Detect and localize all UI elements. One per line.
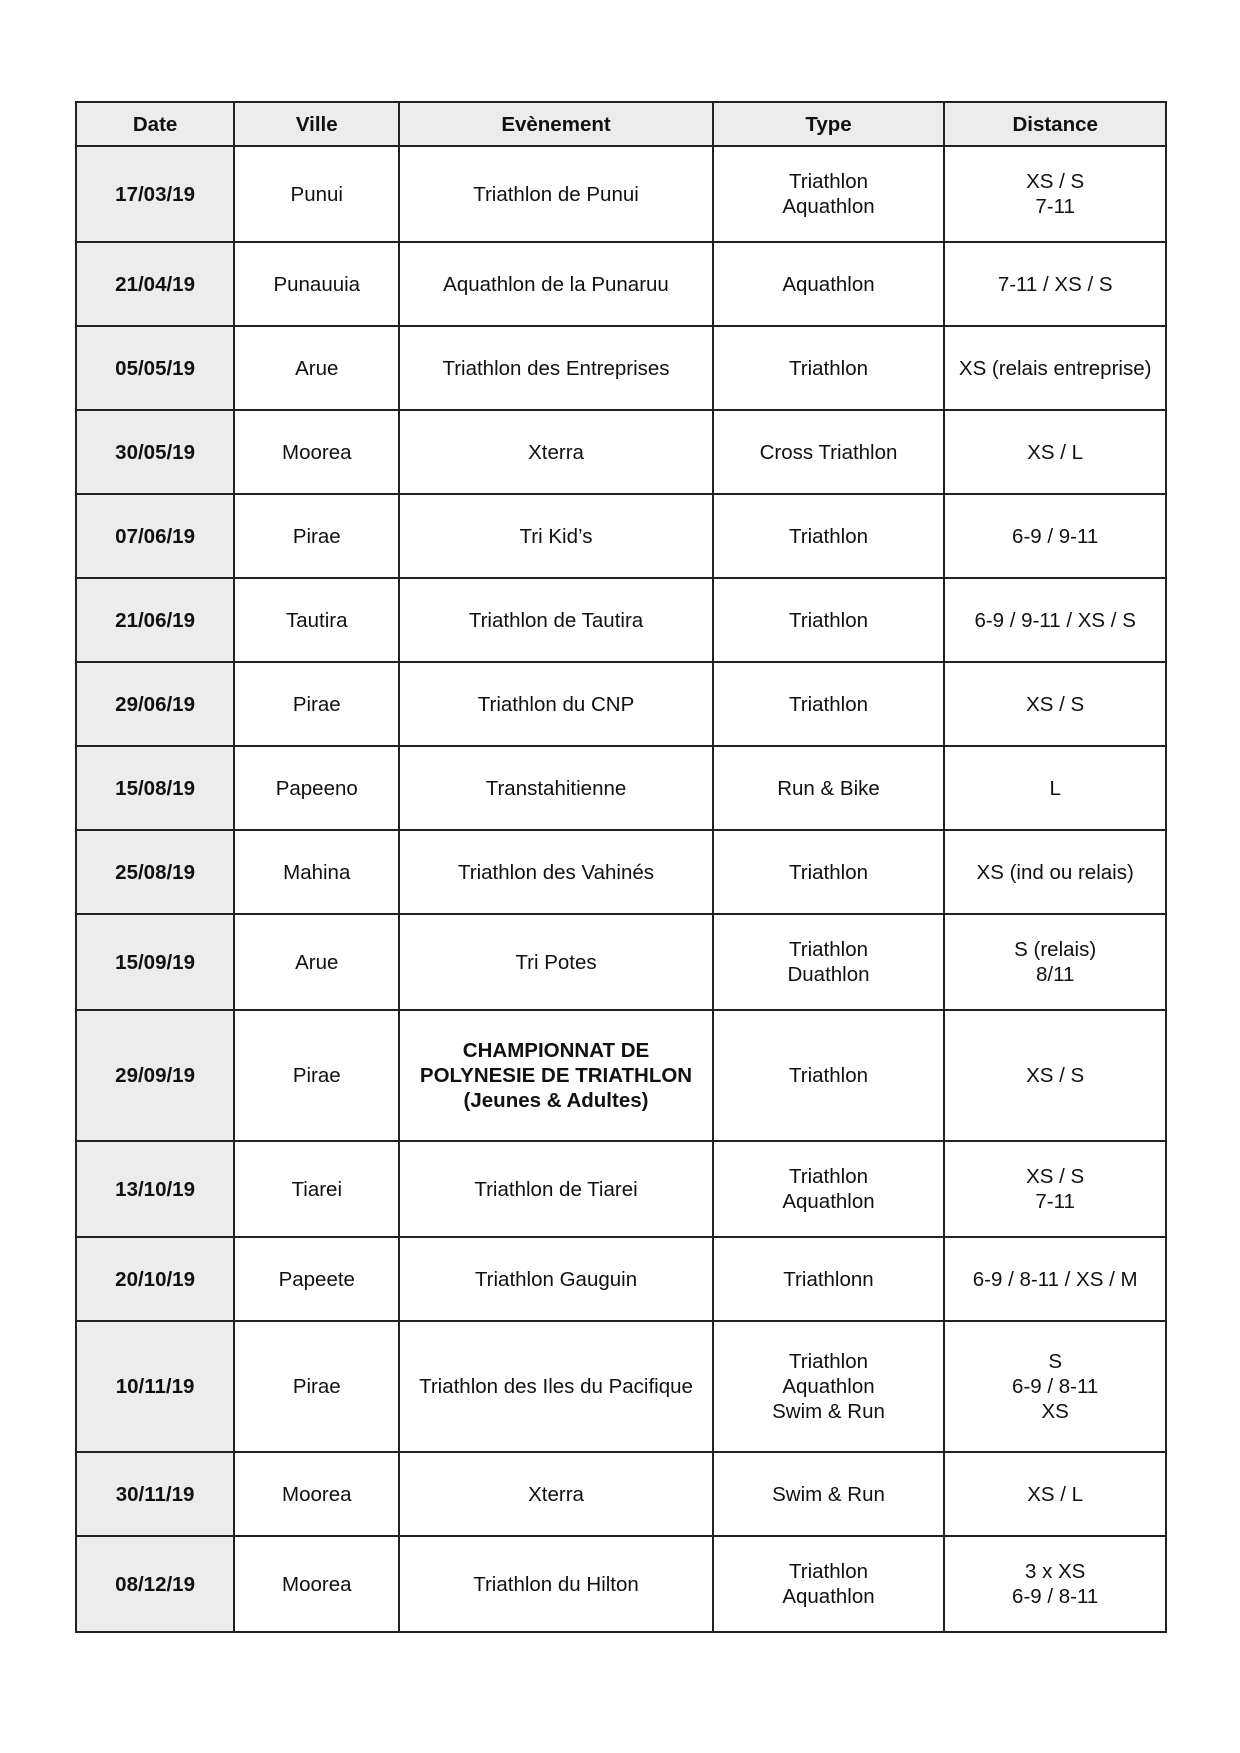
cell-date: 13/10/19 — [76, 1141, 234, 1237]
cell-city: Pirae — [234, 662, 399, 746]
table-row — [76, 146, 1166, 242]
cell-type: Aquathlon — [713, 242, 945, 326]
table-row — [76, 1321, 1166, 1452]
cell-city: Papeeno — [234, 746, 399, 830]
table-row — [76, 578, 1166, 662]
cell-distance: XS / S 7-11 — [944, 1141, 1166, 1237]
cell-date: 15/09/19 — [76, 914, 234, 1010]
cell-event: Tri Potes — [399, 914, 712, 1010]
cell-type: Triathlon Aquathlon Swim & Run — [713, 1321, 945, 1452]
table-row — [76, 1141, 1166, 1237]
cell-distance: S 6-9 / 8-11 XS — [944, 1321, 1166, 1452]
cell-date: 05/05/19 — [76, 326, 234, 410]
table-row — [76, 1452, 1166, 1536]
cell-date: 17/03/19 — [76, 146, 234, 242]
cell-event: Tri Kid’s — [399, 494, 712, 578]
cell-distance: XS / S 7-11 — [944, 146, 1166, 242]
table-header — [76, 102, 1166, 146]
cell-distance: XS (relais entreprise) — [944, 326, 1166, 410]
cell-city: Arue — [234, 914, 399, 1010]
header-city: Ville — [234, 102, 399, 146]
cell-type: Triathlonn — [713, 1237, 945, 1321]
header-date: Date — [76, 102, 234, 146]
cell-type: Run & Bike — [713, 746, 945, 830]
header-event: Evènement — [399, 102, 712, 146]
cell-type: Cross Triathlon — [713, 410, 945, 494]
cell-city: Punauuia — [234, 242, 399, 326]
cell-distance: 7-11 / XS / S — [944, 242, 1166, 326]
table-row — [76, 494, 1166, 578]
table-body — [76, 146, 1166, 1632]
cell-distance: XS / L — [944, 1452, 1166, 1536]
table-row — [76, 242, 1166, 326]
cell-date: 08/12/19 — [76, 1536, 234, 1632]
header-distance: Distance — [944, 102, 1166, 146]
cell-city: Mahina — [234, 830, 399, 914]
cell-event: Xterra — [399, 1452, 712, 1536]
cell-distance: S (relais) 8/11 — [944, 914, 1166, 1010]
cell-date: 30/05/19 — [76, 410, 234, 494]
cell-city: Moorea — [234, 1536, 399, 1632]
table-row — [76, 746, 1166, 830]
cell-date: 29/09/19 — [76, 1010, 234, 1141]
table-row — [76, 1237, 1166, 1321]
header-type: Type — [713, 102, 945, 146]
cell-event: Aquathlon de la Punaruu — [399, 242, 712, 326]
cell-type: Triathlon Duathlon — [713, 914, 945, 1010]
cell-city: Moorea — [234, 1452, 399, 1536]
cell-distance: 6-9 / 8-11 / XS / M — [944, 1237, 1166, 1321]
cell-city: Tautira — [234, 578, 399, 662]
table-row — [76, 830, 1166, 914]
cell-event: Triathlon du CNP — [399, 662, 712, 746]
cell-distance: 6-9 / 9-11 / XS / S — [944, 578, 1166, 662]
cell-event: Triathlon du Hilton — [399, 1536, 712, 1632]
cell-event: Triathlon des Entreprises — [399, 326, 712, 410]
cell-event: Triathlon Gauguin — [399, 1237, 712, 1321]
cell-distance: XS / L — [944, 410, 1166, 494]
cell-type: Triathlon — [713, 578, 945, 662]
cell-city: Papeete — [234, 1237, 399, 1321]
cell-event: Triathlon des Iles du Pacifique — [399, 1321, 712, 1452]
cell-date: 25/08/19 — [76, 830, 234, 914]
cell-type: Triathlon — [713, 494, 945, 578]
table-row — [76, 410, 1166, 494]
cell-distance: 6-9 / 9-11 — [944, 494, 1166, 578]
cell-event: Triathlon de Tautira — [399, 578, 712, 662]
cell-date: 21/04/19 — [76, 242, 234, 326]
cell-city: Arue — [234, 326, 399, 410]
cell-event: Xterra — [399, 410, 712, 494]
cell-type: Triathlon Aquathlon — [713, 146, 945, 242]
cell-city: Pirae — [234, 494, 399, 578]
cell-distance: 3 x XS 6-9 / 8-11 — [944, 1536, 1166, 1632]
cell-date: 07/06/19 — [76, 494, 234, 578]
cell-distance: XS / S — [944, 662, 1166, 746]
cell-type: Triathlon — [713, 326, 945, 410]
cell-date: 30/11/19 — [76, 1452, 234, 1536]
cell-event: Triathlon des Vahinés — [399, 830, 712, 914]
cell-type: Triathlon — [713, 1010, 945, 1141]
cell-city: Pirae — [234, 1010, 399, 1141]
cell-date: 29/06/19 — [76, 662, 234, 746]
cell-type: Swim & Run — [713, 1452, 945, 1536]
table-row — [76, 662, 1166, 746]
table-row — [76, 1536, 1166, 1632]
cell-type: Triathlon — [713, 662, 945, 746]
cell-event: Triathlon de Tiarei — [399, 1141, 712, 1237]
cell-date: 21/06/19 — [76, 578, 234, 662]
cell-city: Tiarei — [234, 1141, 399, 1237]
cell-city: Pirae — [234, 1321, 399, 1452]
header-row — [76, 102, 1166, 146]
cell-date: 20/10/19 — [76, 1237, 234, 1321]
cell-event: Triathlon de Punui — [399, 146, 712, 242]
table-row — [76, 914, 1166, 1010]
cell-distance: L — [944, 746, 1166, 830]
race-calendar-table — [75, 101, 1167, 1633]
cell-city: Punui — [234, 146, 399, 242]
table-row — [76, 326, 1166, 410]
cell-event-championship: CHAMPIONNAT DE POLYNESIE DE TRIATHLON (Jeunes & Adultes) — [399, 1010, 712, 1141]
cell-date: 10/11/19 — [76, 1321, 234, 1452]
cell-distance: XS (ind ou relais) — [944, 830, 1166, 914]
table-row — [76, 1010, 1166, 1141]
cell-distance: XS / S — [944, 1010, 1166, 1141]
cell-city: Moorea — [234, 410, 399, 494]
cell-type: Triathlon Aquathlon — [713, 1536, 945, 1632]
cell-event: Transtahitienne — [399, 746, 712, 830]
cell-type: Triathlon — [713, 830, 945, 914]
cell-date: 15/08/19 — [76, 746, 234, 830]
cell-type: Triathlon Aquathlon — [713, 1141, 945, 1237]
